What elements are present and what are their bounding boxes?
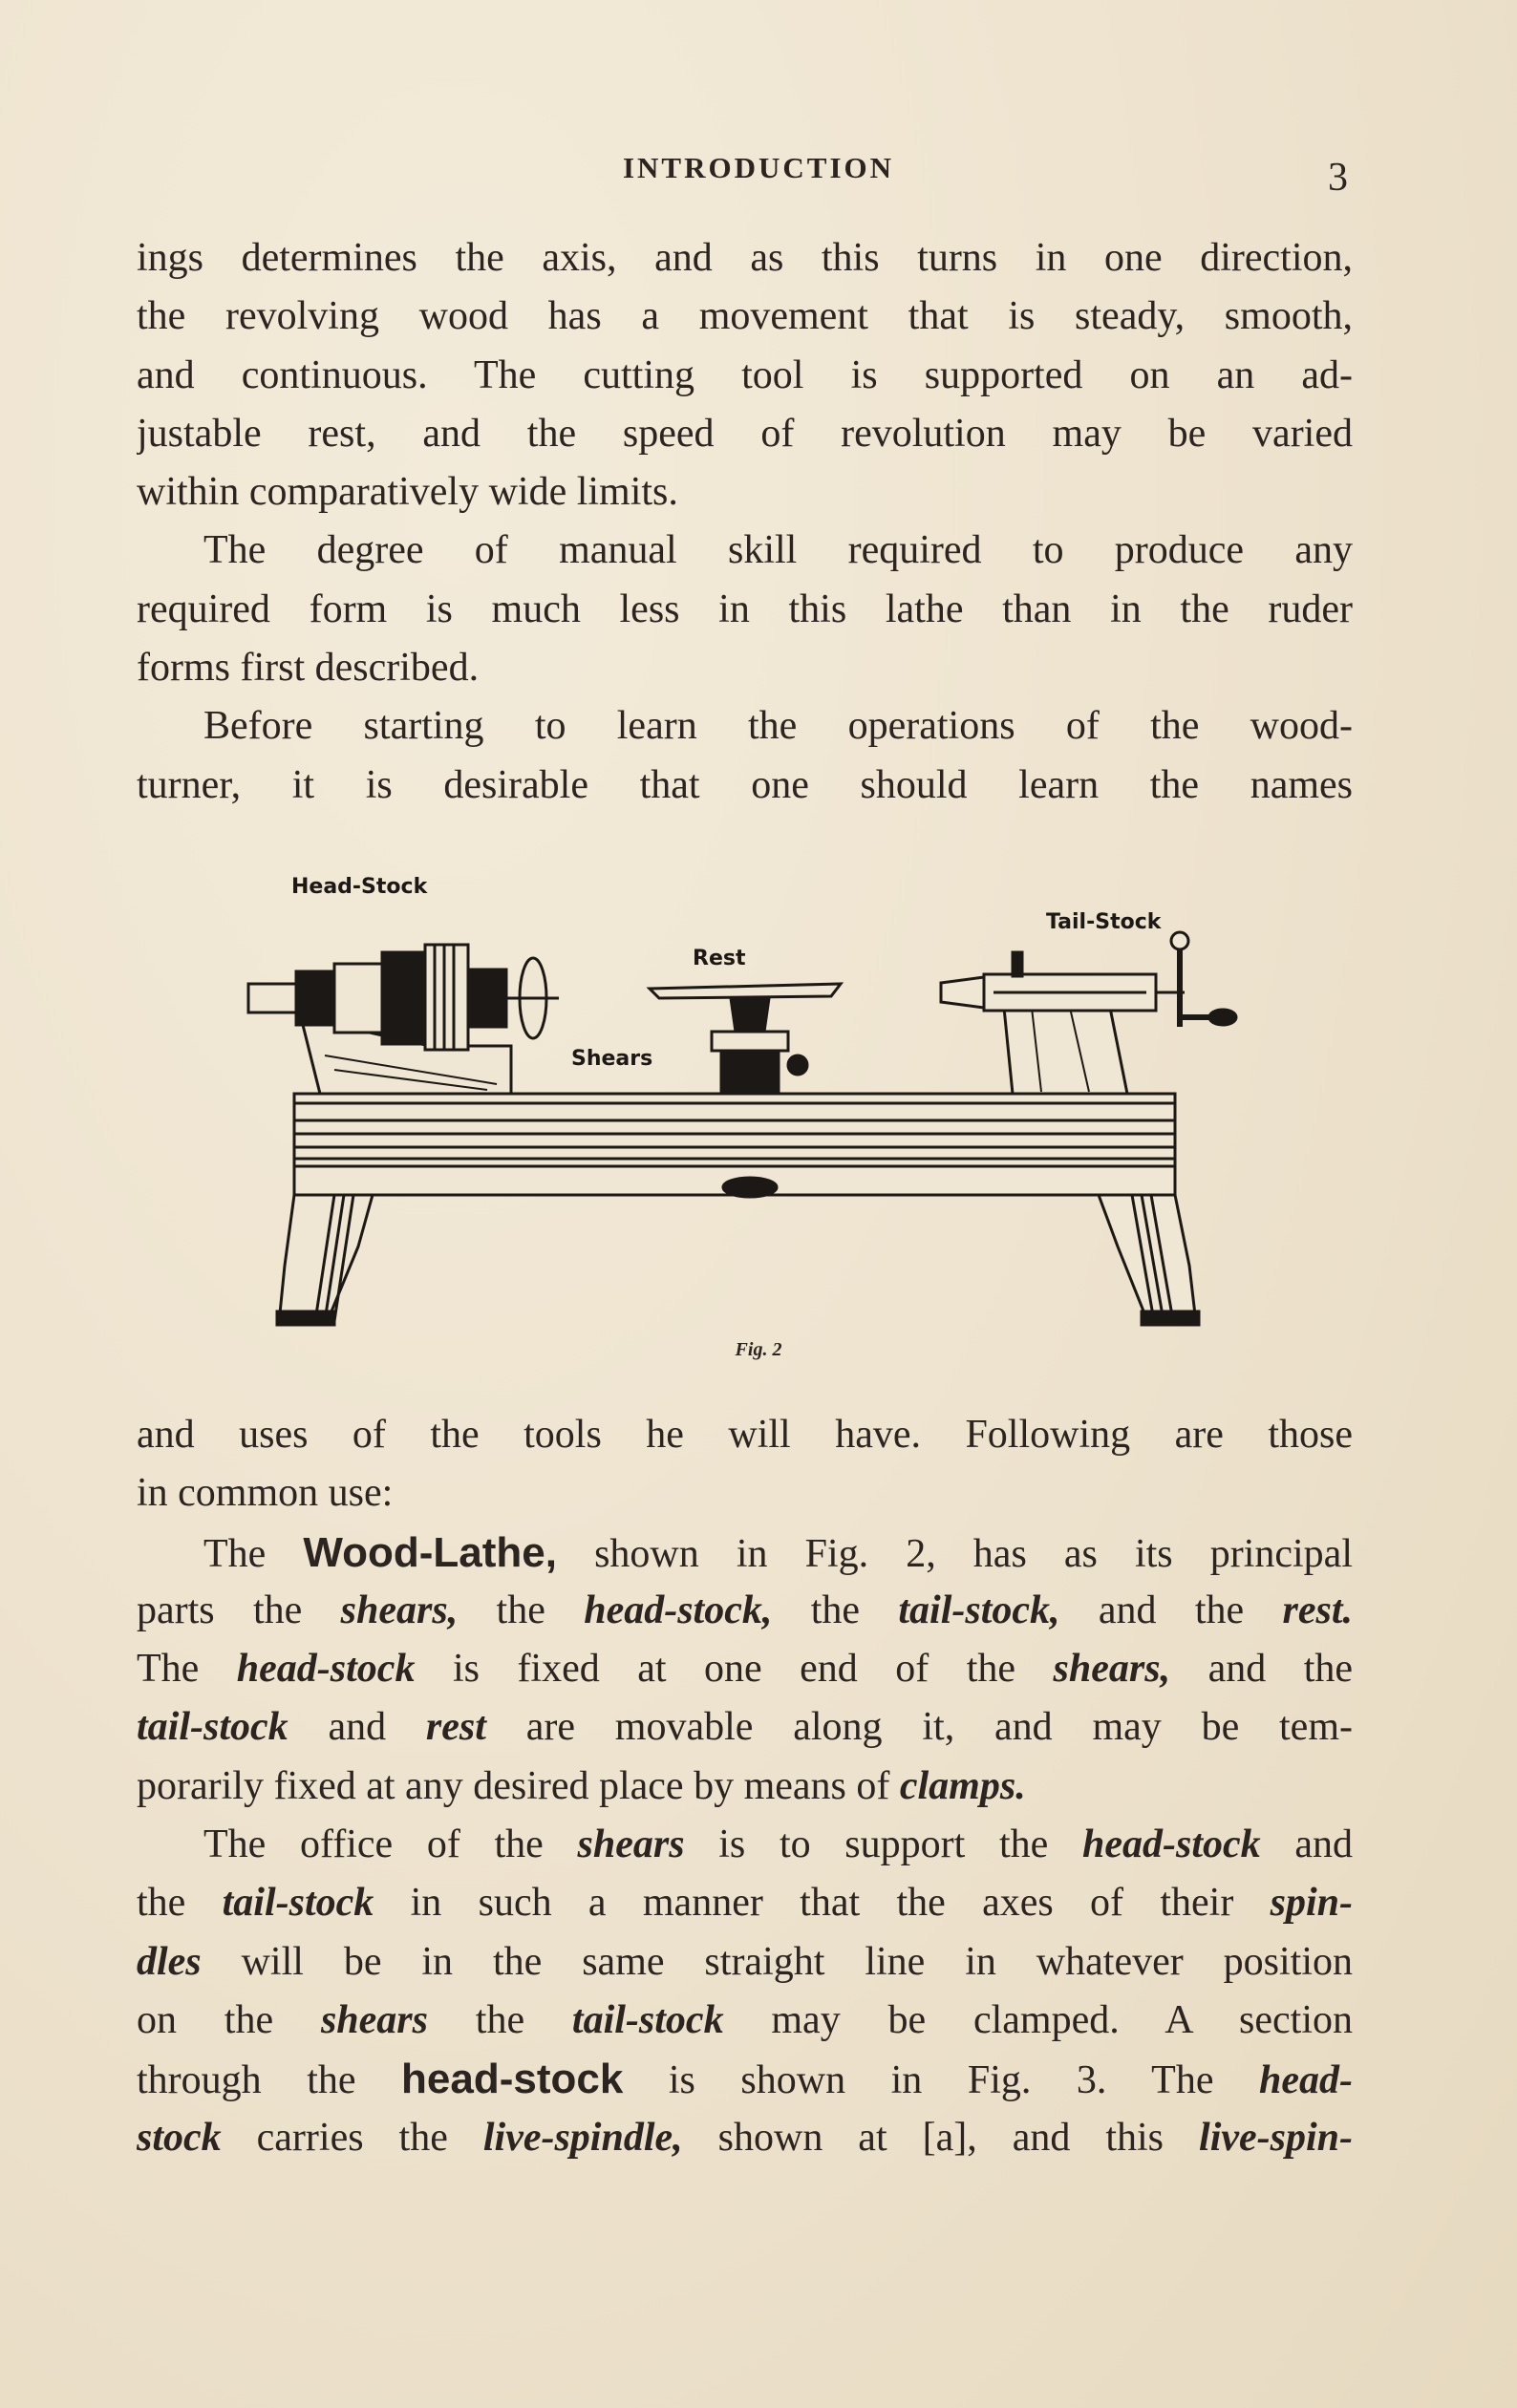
term-italic: live-spindle, bbox=[482, 2115, 683, 2160]
head-stock-spindle bbox=[248, 984, 296, 1012]
text-line: The degree of manual skill required to produce any bbox=[203, 528, 1353, 573]
term-italic: rest bbox=[425, 1705, 486, 1750]
text-line: within comparatively wide limits. bbox=[137, 470, 678, 515]
text-line: justable rest, and the speed of revolution may be varied bbox=[137, 411, 1353, 456]
text-line: required form is much less in this lathe than in the ruder bbox=[137, 586, 1353, 631]
text-run: will be in the same straight line in whatever position bbox=[201, 1939, 1353, 1984]
shears-label: Shears bbox=[571, 1047, 653, 1071]
text-run: and bbox=[1260, 1822, 1353, 1867]
term-italic: live-spin- bbox=[1199, 2115, 1353, 2160]
text-line: ings determines the axis, and as this turns in one direction, bbox=[137, 236, 1353, 280]
term-italic: tail-stock bbox=[571, 1997, 724, 2042]
text-run: and bbox=[288, 1705, 426, 1750]
text-line: and continuous. The cutting tool is supported on an ad- bbox=[137, 352, 1353, 397]
term-italic: stock bbox=[137, 2115, 222, 2160]
term-italic: head-stock bbox=[236, 1647, 416, 1692]
text-run: is to support the bbox=[684, 1822, 1082, 1867]
text-line bbox=[137, 1816, 1353, 1874]
term-italic: shears, bbox=[340, 1588, 459, 1632]
wood-lathe-figure bbox=[229, 864, 1299, 1361]
text-line bbox=[137, 1698, 1353, 1757]
term-italic: head-stock bbox=[1082, 1822, 1261, 1867]
text-run: carries the bbox=[221, 2115, 483, 2160]
text-line: Before starting to learn the operations of the wood- bbox=[203, 704, 1353, 749]
text-run: the bbox=[427, 1997, 572, 2042]
term-italic: spin- bbox=[1270, 1881, 1353, 1926]
term-italic: head-stock, bbox=[584, 1588, 773, 1632]
text-run: the bbox=[458, 1588, 585, 1632]
text-line bbox=[137, 1640, 1353, 1698]
tool-rest bbox=[650, 984, 841, 998]
text-line: and uses of the tools he will have. Following are those bbox=[137, 1413, 1353, 1457]
text-line bbox=[137, 1992, 1353, 2050]
paragraph-bottom bbox=[137, 1406, 1353, 2167]
text-line: in common use: bbox=[137, 1471, 394, 1516]
text-run: may be clamped. A section bbox=[723, 1997, 1353, 2042]
text-run: and the bbox=[1170, 1647, 1353, 1692]
term-wood-lathe: Wood-Lathe, bbox=[303, 1528, 557, 1576]
term-italic: clamps. bbox=[899, 1763, 1026, 1808]
rest-clamp bbox=[721, 1051, 779, 1094]
term-italic: shears, bbox=[1053, 1647, 1171, 1692]
text-run: the bbox=[772, 1588, 899, 1632]
text-line bbox=[137, 1524, 1353, 1582]
text-line bbox=[137, 1874, 1353, 1932]
tail-stock-base bbox=[1003, 998, 1127, 1094]
text-run: the bbox=[137, 1881, 223, 1926]
paragraph-top bbox=[137, 229, 1353, 815]
page-number: 3 bbox=[1328, 156, 1348, 200]
term-italic: tail-stock bbox=[222, 1881, 374, 1926]
term-italic: dles bbox=[137, 1939, 202, 1984]
term-italic: head- bbox=[1259, 2058, 1353, 2103]
text-line: forms first described. bbox=[137, 646, 480, 691]
text-run: The bbox=[203, 1531, 304, 1576]
term-italic: tail-stock, bbox=[898, 1588, 1060, 1632]
text-line: turner, it is desirable that one should learn the names bbox=[137, 762, 1353, 807]
text-line bbox=[137, 1582, 1353, 1640]
text-run: shown in Fig. 2, has as its principal bbox=[556, 1531, 1353, 1576]
text-run: porarily fixed at any desired place by means of bbox=[137, 1763, 900, 1808]
term-italic: shears bbox=[320, 1997, 428, 2042]
head-stock-label: Head-Stock bbox=[291, 875, 428, 899]
term-italic: rest. bbox=[1282, 1588, 1353, 1632]
text-run: is fixed at one end of the bbox=[415, 1647, 1054, 1692]
text-run: shown at [a], and this bbox=[682, 2115, 1200, 2160]
shears-bed bbox=[294, 1094, 1175, 1120]
text-run: is shown in Fig. 3. The bbox=[623, 2058, 1259, 2103]
text-run: on the bbox=[137, 1997, 321, 2042]
term-italic: tail-stock bbox=[137, 1705, 288, 1750]
figure-caption: Fig. 2 bbox=[735, 1339, 782, 1360]
term-italic: shears bbox=[577, 1822, 685, 1867]
text-line bbox=[137, 2109, 1353, 2167]
tail-stock-label: Tail-Stock bbox=[1046, 910, 1162, 934]
rest-label: Rest bbox=[693, 947, 746, 970]
text-run: The bbox=[137, 1647, 237, 1692]
text-run: are movable along it, and may be tem- bbox=[485, 1705, 1353, 1750]
text-line bbox=[137, 2050, 1353, 2108]
text-run: The office of the bbox=[203, 1822, 578, 1867]
text-line bbox=[137, 1758, 1353, 1816]
text-run: parts the bbox=[137, 1588, 341, 1632]
text-line bbox=[137, 1933, 1353, 1992]
text-run: in such a manner that the axes of their bbox=[374, 1881, 1271, 1926]
term-head-stock: head-stock bbox=[401, 2056, 624, 2103]
running-title: INTRODUCTION bbox=[622, 151, 895, 184]
text-run: and the bbox=[1059, 1588, 1283, 1632]
right-leg bbox=[1099, 1195, 1196, 1323]
text-run: through the bbox=[137, 2058, 402, 2103]
text-line: the revolving wood has a movement that is steady, smooth, bbox=[137, 294, 1353, 339]
